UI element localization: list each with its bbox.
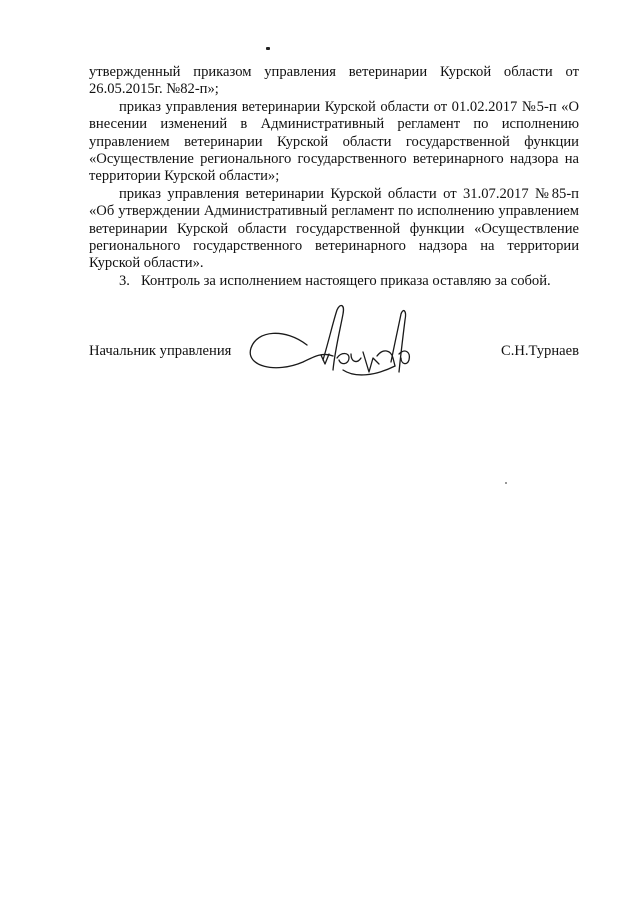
document-body [89,64,579,290]
item-text: Контроль за исполнением настоящего приказа оставляю за собой. [141,272,551,289]
stray-mark [266,47,270,50]
item-number: 3. [119,272,130,289]
numbered-item-3 [89,273,579,290]
paragraph-order-85p: приказ управления ветеринарии Курской области от 31.07.2017 №85-п «Об утверждении Административный регламент по исполнению управлением ветеринарии Курской области государственной функции «Осуществление регионального государственного ветеринарного надзора на территории Курской области». [89,185,579,272]
paragraph-order-5p: приказ управления ветеринарии Курской области от 01.02.2017 №5-п «О внесении изменений в Административный регламент по исполнению управлением ветеринарии Курской области государственной функции «Осуществление регионального государственного ветеринарного надзора на территории Курской области»; [89,98,579,185]
handwritten-signature [245,300,425,395]
signatory-name: С.Н.Турнаев [500,343,579,359]
stray-dot [505,482,507,484]
signatory-position: Начальник управления [89,343,232,359]
paragraph-continuation: утвержденный приказом управления ветеринарии Курской области от 26.05.2015г. №82-п»; [89,64,579,98]
